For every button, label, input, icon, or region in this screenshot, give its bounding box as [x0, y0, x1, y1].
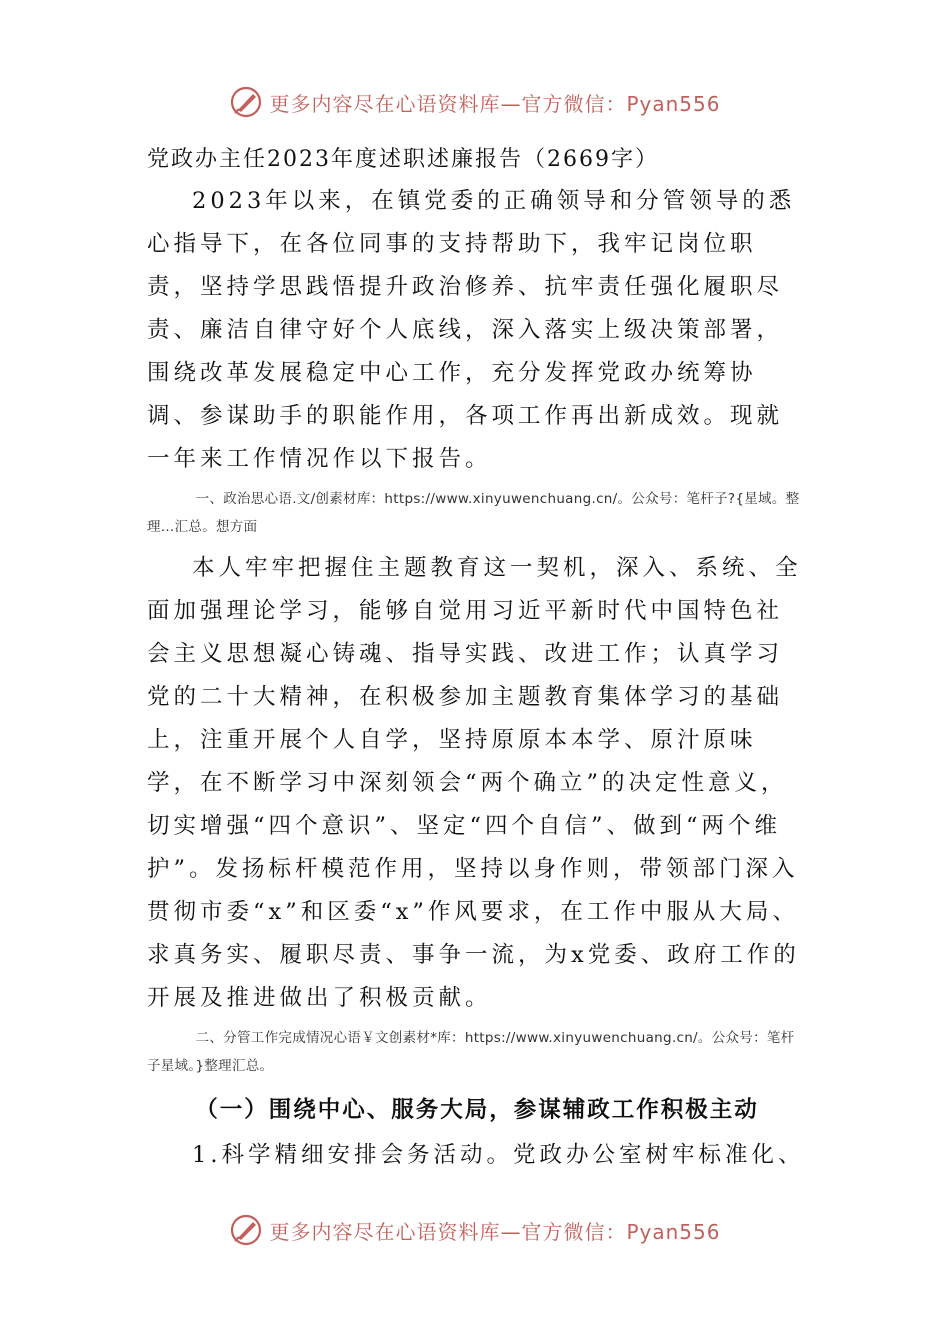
watermark-text: 更多内容尽在心语资料库—官方微信：Pyan556 [269, 91, 721, 116]
item-1-paragraph: 1.科学精细安排会务活动。党政办公室树牢标准化、 [192, 1142, 805, 1168]
intro-paragraph: 2023年以来，在镇党委的正确领导和分管领导的悉心指导下，在各位同事的支持帮助下，我牢记岗位职责，坚持学思践悟提升政治修养、抗牢责任强化履职尽责、廉洁自律守好个人底线，深入落实上级决策部署，围绕改革发展稳定中心工作，充分发挥党政办统筹协调、参谋助手的职能作用，各项工作再出新成效。现就一年来工作情况作以下报告。 [147, 188, 796, 472]
quill-pen-logo-icon [229, 1213, 263, 1247]
document-title: 党政办主任2023年度述职述廉报告（2669字） [147, 147, 659, 172]
watermark-note-2: 二、分管工作完成情况心语￥文创素材*库：https://www.xinyuwenchuang.cn/。公众号：笔杆子星域。}整理汇总。 [147, 1030, 795, 1074]
watermark-text: 更多内容尽在心语资料库—官方微信：Pyan556 [269, 1219, 721, 1244]
header-watermark-banner [0, 82, 950, 122]
section-heading-1: （一）围绕中心、服务大局，参谋辅政工作积极主动 [195, 1097, 759, 1123]
quill-pen-logo-icon [229, 85, 263, 119]
document-body [147, 140, 807, 1177]
footer-watermark-banner [0, 1210, 950, 1250]
watermark-note-1: 一、政治思心语.文/创素材库：https://www.xinyuwenchuang.cn/。公众号：笔杆子?{星域。整理…汇总。想方面 [147, 491, 800, 535]
political-thought-paragraph: 本人牢牢把握住主题教育这一契机，深入、系统、全面加强理论学习，能够自觉用习近平新时代中国特色社会主义思想凝心铸魂、指导实践、改进工作；认真学习党的二十大精神，在积极参加主题教育集体学习的基础上，注重开展个人自学，坚持原原本本学、原汁原味学，在不断学习中深刻领会“两个确立”的决定性意义，切实增强“四个意识”、坚定“四个自信”、做到“两个维护”。发扬标杆模范作用，坚持以身作则，带领部门深入贯彻市委“x”和区委“x”作风要求，在工作中服从大局、求真务实、履职尽责、事争一流，为x党委、政府工作的开展及推进做出了积极贡献。 [147, 555, 802, 1011]
